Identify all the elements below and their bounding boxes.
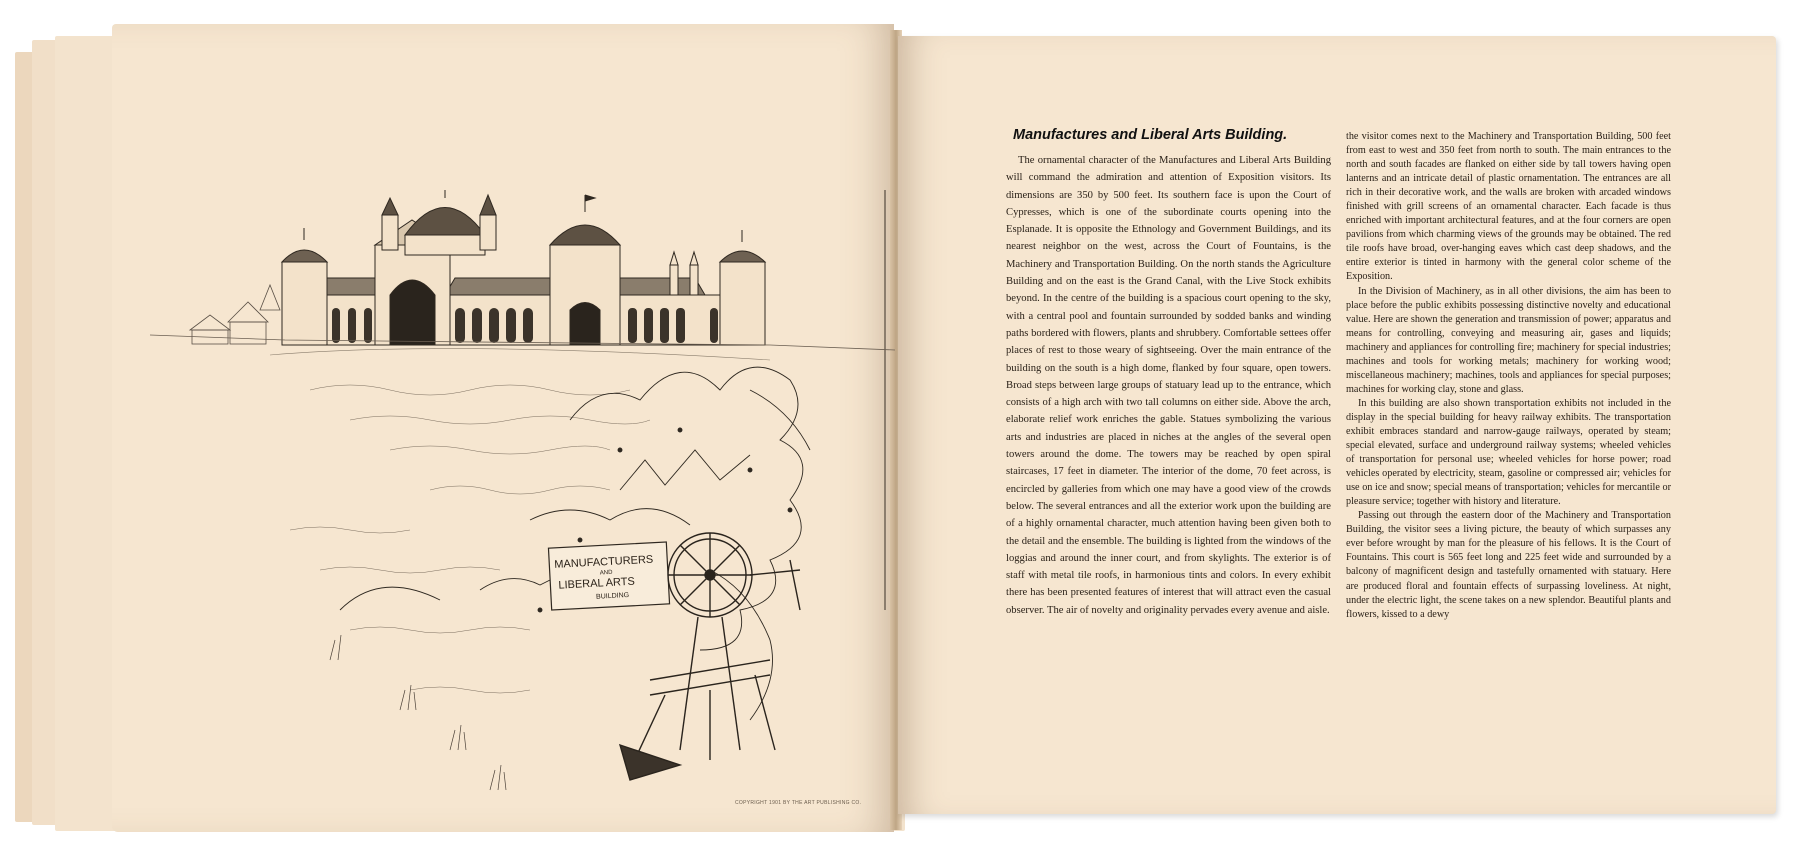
copyright-notice: COPYRIGHT 1901 BY THE ART PUBLISHING CO. (735, 800, 862, 806)
sign-text-3: LIBERAL ARTS (558, 575, 636, 592)
sign-text-4: BUILDING (595, 591, 630, 601)
paragraph: In the Division of Machinery, as in all other divisions, the aim has been to place before the public exhibits possessing distinctive novelty and educational value. Here are shown the generation and transmission of power; apparatus and means for controlling, conveying and measuring air, gases and liquids; machinery and appliances for controlling fire; machinery for special industries; machines and tools for working metals; machinery for working wood; miscellaneous machinery; machines, tools and appliances for special purposes; machines for working clay, stone and glass. (1346, 285, 1671, 395)
text-column-right (1346, 130, 1671, 622)
paragraph: Passing out through the eastern door of the Machinery and Transportation Building, the visitor sees a living picture, the beauty of which surpasses any ever before wrought by man for the pleasure of his fellows. It is the Court of Fountains. This court is 565 feet long and 225 feet wide and surrounded by a balcony of magnificent design and tastefully ornamented with statuary. Here are produced floral and fountain effects of surpassing loveliness. At night, under the electric light, the scene takes on a new splendor. Beautiful plants and flowers, kissed to a dewy (1346, 510, 1671, 620)
ground-texture (290, 385, 650, 693)
sign-text-2: AND (599, 569, 613, 577)
paragraph: the visitor comes next to the Machinery and Transportation Building, 500 feet from east to west and 350 feet from north to south. The main entrances to the north and south facades are flanked on either side by tall towers having open lanterns and an intricate detail of plastic ornamentation. The entrances are all rich in their decorative work, and the walls are broken with arcaded windows finished with grill screens of an ornamental character. Each facade is thus enriched with important architectural features, and at the four corners are open pavilions from which charming views of the grounds may be obtained. The red tile roofs have broad, over-hanging eaves which cast deep shadows, and the entire exterior is tinted in harmony with the general color scheme of the Exposition. (1346, 131, 1671, 283)
sign-text-1: MANUFACTURERS (554, 553, 654, 571)
distant-houses (190, 285, 280, 344)
page-title: Manufactures and Liberal Arts Building. (1013, 127, 1288, 143)
paragraph: In this building are also shown transportation exhibits not included in the display in the special building for heavy railway exhibits. The transportation exhibit embraces standard and narrow-gauge railways, operated by steam; special elevated, surface and underground railway systems; wheeled vehicles of transportation for personal use; wheeled vehicles for horse power; road vehicles operated by electricity, steam, gasoline or compressed air; vehicles for use on ice and snow; special means of transportation; vehicles for mercantile or pleasure service; together with history and literature. (1346, 397, 1671, 508)
sign-board (548, 542, 669, 610)
exposition-building-illustration (150, 190, 895, 815)
main-building (282, 190, 765, 345)
grass (330, 635, 506, 790)
foliage (340, 367, 810, 720)
paragraph: The ornamental character of the Manufactures and Liberal Arts Building will command the admiration and attention of Exposition visitors. Its dimensions are 350 by 500 feet. Its southern face is upon the Court of Cypresses, which is one of the subordinate courts opening into the Esplanade. It is opposite the Ethnology and Government Buildings, and its nearest neighbor on the west, across the Court of Fountains, is the Machinery and Transportation Building. On the north stands the Agriculture Building and on the east is the Grand Canal, with the Live Stock exhibits beyond. In the centre of the building is a spacious court opening to the sky, with a central pool and fountain surrounded by sodded banks and winding paths bordered with flowers, plants and shrubbery. Comfortable settees offer places of rest to those weary of sightseeing. Over the main entrance of the building on the south is a high dome, flanked by four square, open towers. Broad steps between large groups of statuary lead up to the entrance, which consists of a high arch with two tall columns on either side. Above the arch, elaborate relief work enriches the gable. Statues symbolizing the various arts and industries are placed in niches at the angles of the several open towers around the dome. The towers may be reached by open spiral staircases, 17 feet in diameter. The interior of the dome, 70 feet across, is encircled by galleries from which one may have a good view of the crowds below. The several entrances and all the exterior work upon the building are of a highly ornamental character, much attention having been given both to the detail and the ensemble. The building is lighted from the windows of the loggias and around the inner court, and from skylights. The exterior is of staff with metal tile roofs, in harmonious tints and colors. In every exhibit there has been presented features of interest that will attract even the casual observer. The air of novelty and originality pervades every avenue and aisle. (1006, 155, 1331, 616)
text-column-left (1006, 152, 1331, 619)
